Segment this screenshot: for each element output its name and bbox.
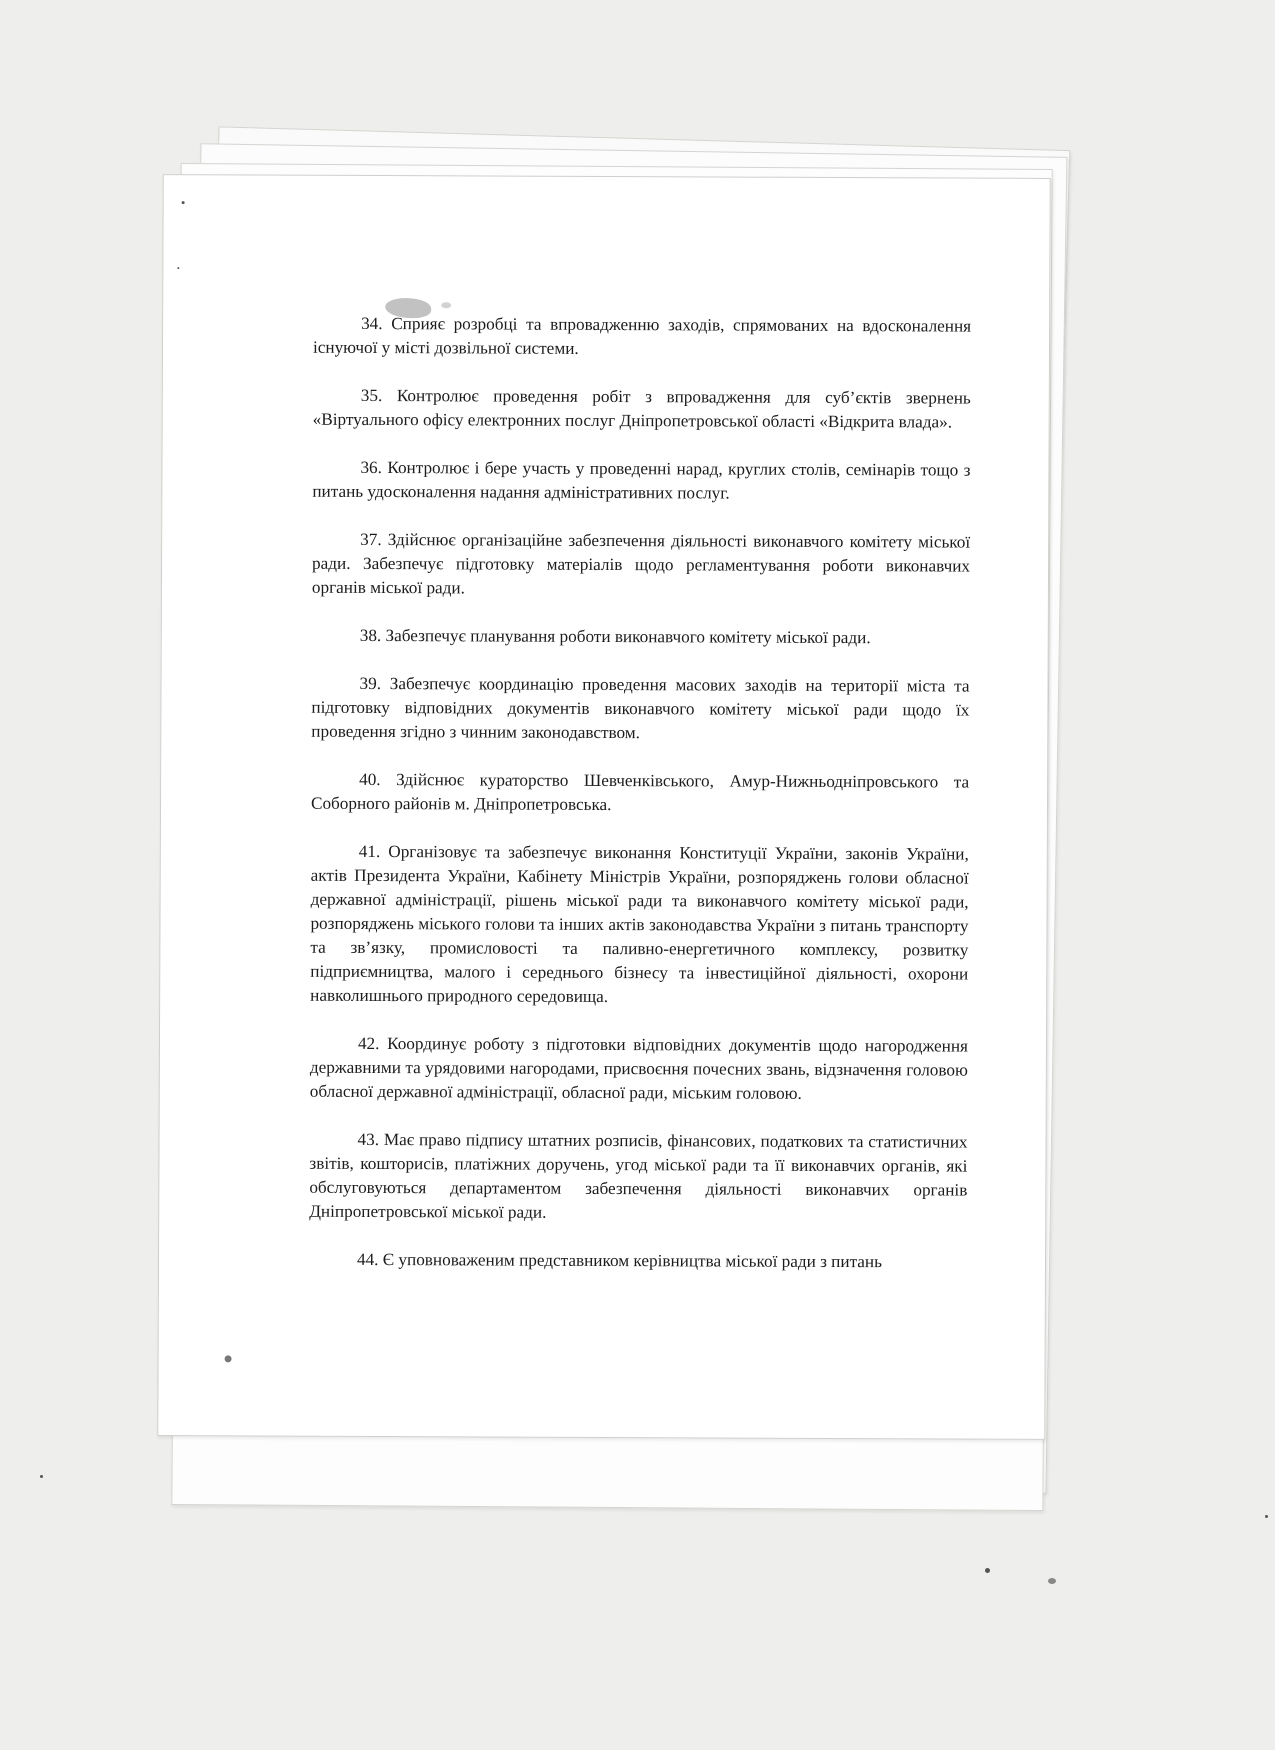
- document-page: [157, 174, 1050, 1440]
- paragraph: 38. Забезпечує планування роботи виконавчого комітету міської ради.: [359, 625, 871, 648]
- paragraph: 43. Має право підпису штатних розписів, фінансових, податкових та статистичних звітів, кошторисів, платіжних доручень, угод міської ради та її виконавчих органів, які обслуговуються департаментом забезпечення діяльності виконавчих органів Дніпропетровської міської ради.: [309, 1129, 968, 1222]
- paragraph: 41. Організовує та забезпечує виконання Конституції України, законів України, актів Президента України, Кабінету Міністрів України, розпоряджень голови обласної державної адміністрації, рішень міської ради та виконавчого комітету міської ради, розпоряджень міського голови та інших актів законодавства України з питань транспорту та зв’язку, промисловості та паливно-енергетичного комплексу, розвитку підприємництва, малого і середнього бізнесу та інвестиційної діяльності, охорони навколишнього природного середовища.: [310, 841, 969, 1007]
- paragraph: 36. Контролює і бере участь у проведенні нарад, круглих столів, семінарів тощо з питань удосконалення надання адміністративних послуг.: [312, 457, 971, 503]
- paragraph: 44. Є уповноваженим представником керівництва міської ради з питань: [356, 1249, 883, 1272]
- document-body: [309, 312, 971, 1275]
- paragraph: 40. Здійснює кураторство Шевченківського, Амур-Нижньодніпровського та Соборного районів м. Дніпропетровська.: [310, 769, 970, 815]
- paragraph: 42. Координує роботу з підготовки відповідних документів щодо нагородження державними та урядовими нагородами, присвоєння почесних звань, відзначення головою обласної державної адміністрації, обласної ради, міським головою.: [309, 1033, 969, 1103]
- paragraph: 34. Сприяє розробці та впровадженню заходів, спрямованих на вдосконалення існуючої у місті дозвільної системи.: [312, 313, 972, 358]
- dust-speck: [985, 1568, 990, 1573]
- dust-speck: [40, 1475, 43, 1478]
- dust-speck: [1048, 1578, 1056, 1584]
- dust-speck: [1265, 1515, 1268, 1518]
- dust-speck: [177, 267, 179, 269]
- paragraph: 35. Контролює проведення робіт з впровадження для суб’єктів звернень «Віртуального офісу електронних послуг Дніпропетровської області «Відкрита влада».: [312, 385, 971, 432]
- dust-speck: [225, 1355, 232, 1362]
- paragraph: 37. Здійснює організаційне забезпечення діяльності виконавчого комітету міської ради. Забезпечує підготовку матеріалів щодо регламентування роботи виконавчих органів міської ради.: [311, 529, 971, 598]
- paragraph: 39. Забезпечує координацію проведення масових заходів на території міста та підготовку відповідних документів виконавчого комітету міської ради щодо їх проведення згідно з чинним законодавством.: [311, 673, 970, 743]
- dust-speck: [182, 201, 185, 204]
- ink-blot: [441, 302, 451, 308]
